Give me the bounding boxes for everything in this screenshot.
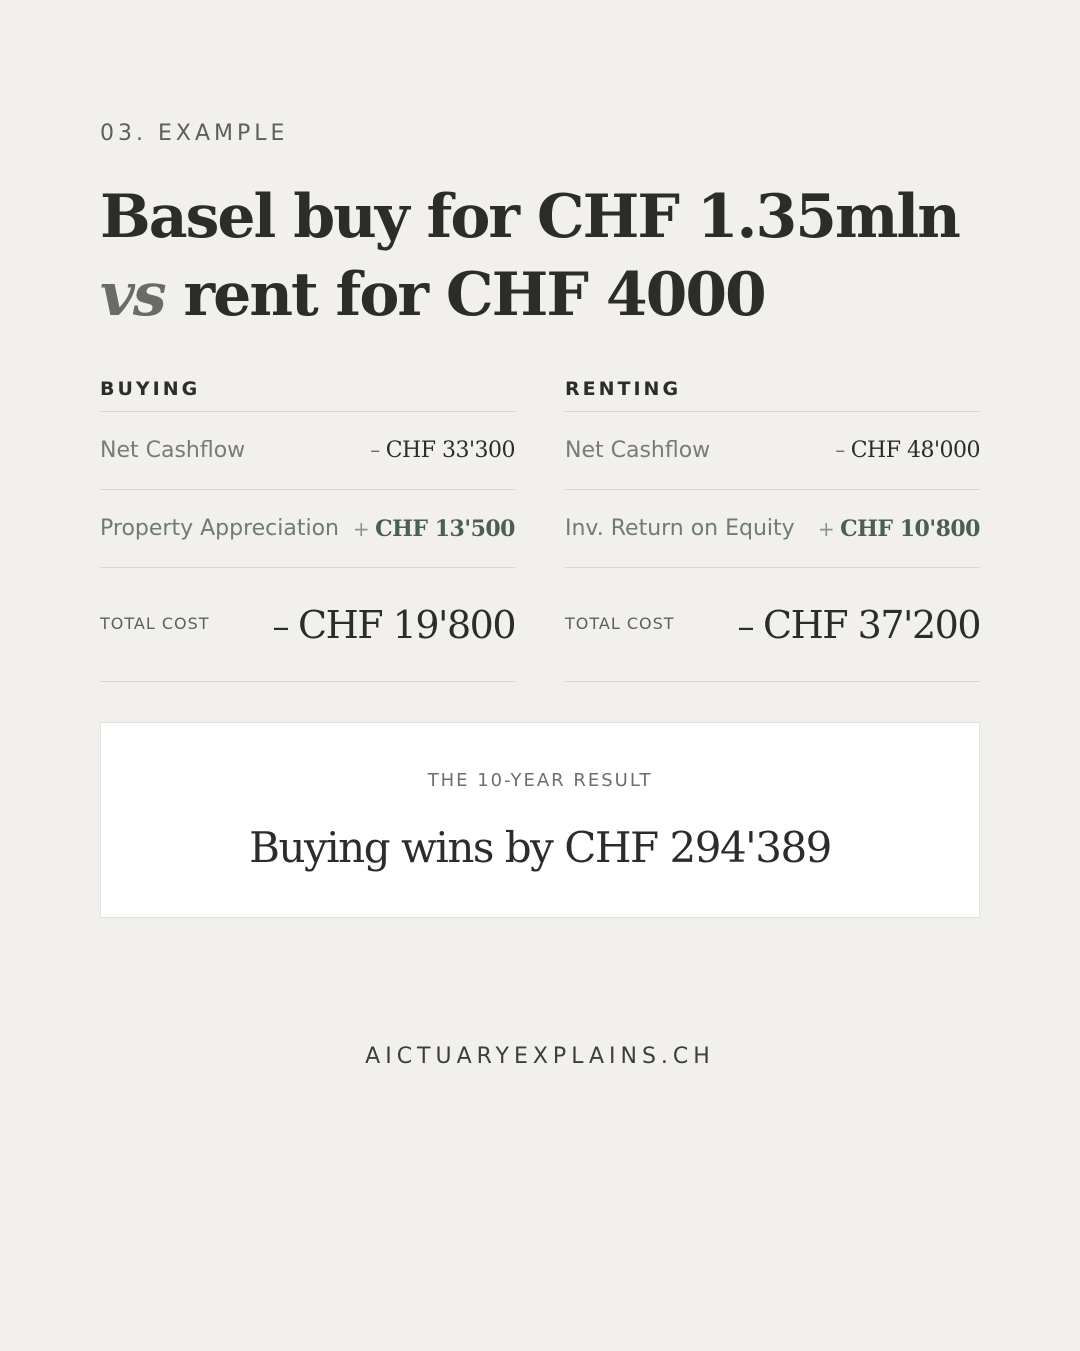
value-amount: CHF 10'800: [840, 515, 980, 542]
total-value: [273, 603, 516, 647]
renting-row-total: [565, 568, 980, 682]
result-card: [100, 722, 980, 918]
row-value: [353, 516, 515, 542]
title-line-2-rest: rent for CHF 4000: [164, 260, 765, 330]
buying-row-net-cashflow: [100, 412, 515, 490]
value-sign: +: [352, 516, 370, 541]
value-amount: CHF 37'200: [763, 602, 980, 647]
value-amount: CHF 48'000: [850, 438, 980, 463]
value-amount: CHF 19'800: [298, 602, 515, 647]
result-caption: THE 10-YEAR RESULT: [427, 770, 653, 791]
row-label: Inv. Return on Equity: [565, 516, 795, 541]
renting-column: [565, 378, 980, 682]
section-eyebrow: 03. EXAMPLE: [100, 121, 289, 146]
row-value: [370, 438, 515, 463]
value-amount: CHF 33'300: [385, 438, 515, 463]
value-sign: +: [817, 516, 835, 541]
row-value: [835, 438, 980, 463]
buying-row-total: [100, 568, 515, 682]
buying-row-property-appreciation: [100, 490, 515, 568]
row-label: Net Cashflow: [565, 438, 711, 463]
result-headline: Buying wins by CHF 294'389: [249, 823, 831, 872]
total-value: [738, 603, 981, 647]
title-line-1: Basel buy for CHF 1.35mln: [100, 182, 959, 252]
buying-column: [100, 378, 515, 682]
total-label: TOTAL COST: [100, 614, 210, 633]
value-sign: –: [272, 606, 288, 647]
total-label: TOTAL COST: [565, 614, 675, 633]
row-label: Property Appreciation: [100, 516, 339, 541]
page-title: [100, 178, 1000, 334]
row-value: [818, 516, 980, 542]
title-vs: vs: [100, 260, 165, 330]
value-amount: CHF 13'500: [375, 515, 515, 542]
value-sign: –: [370, 438, 380, 462]
renting-heading: RENTING: [565, 378, 980, 412]
value-sign: –: [835, 438, 845, 462]
footer-website: AICTUARYEXPLAINS.CH: [365, 1044, 715, 1069]
value-sign: –: [737, 606, 753, 647]
renting-row-net-cashflow: [565, 412, 980, 490]
buying-heading: BUYING: [100, 378, 515, 412]
title-line-2: [100, 256, 1000, 334]
renting-row-return-on-equity: [565, 490, 980, 568]
row-label: Net Cashflow: [100, 438, 246, 463]
